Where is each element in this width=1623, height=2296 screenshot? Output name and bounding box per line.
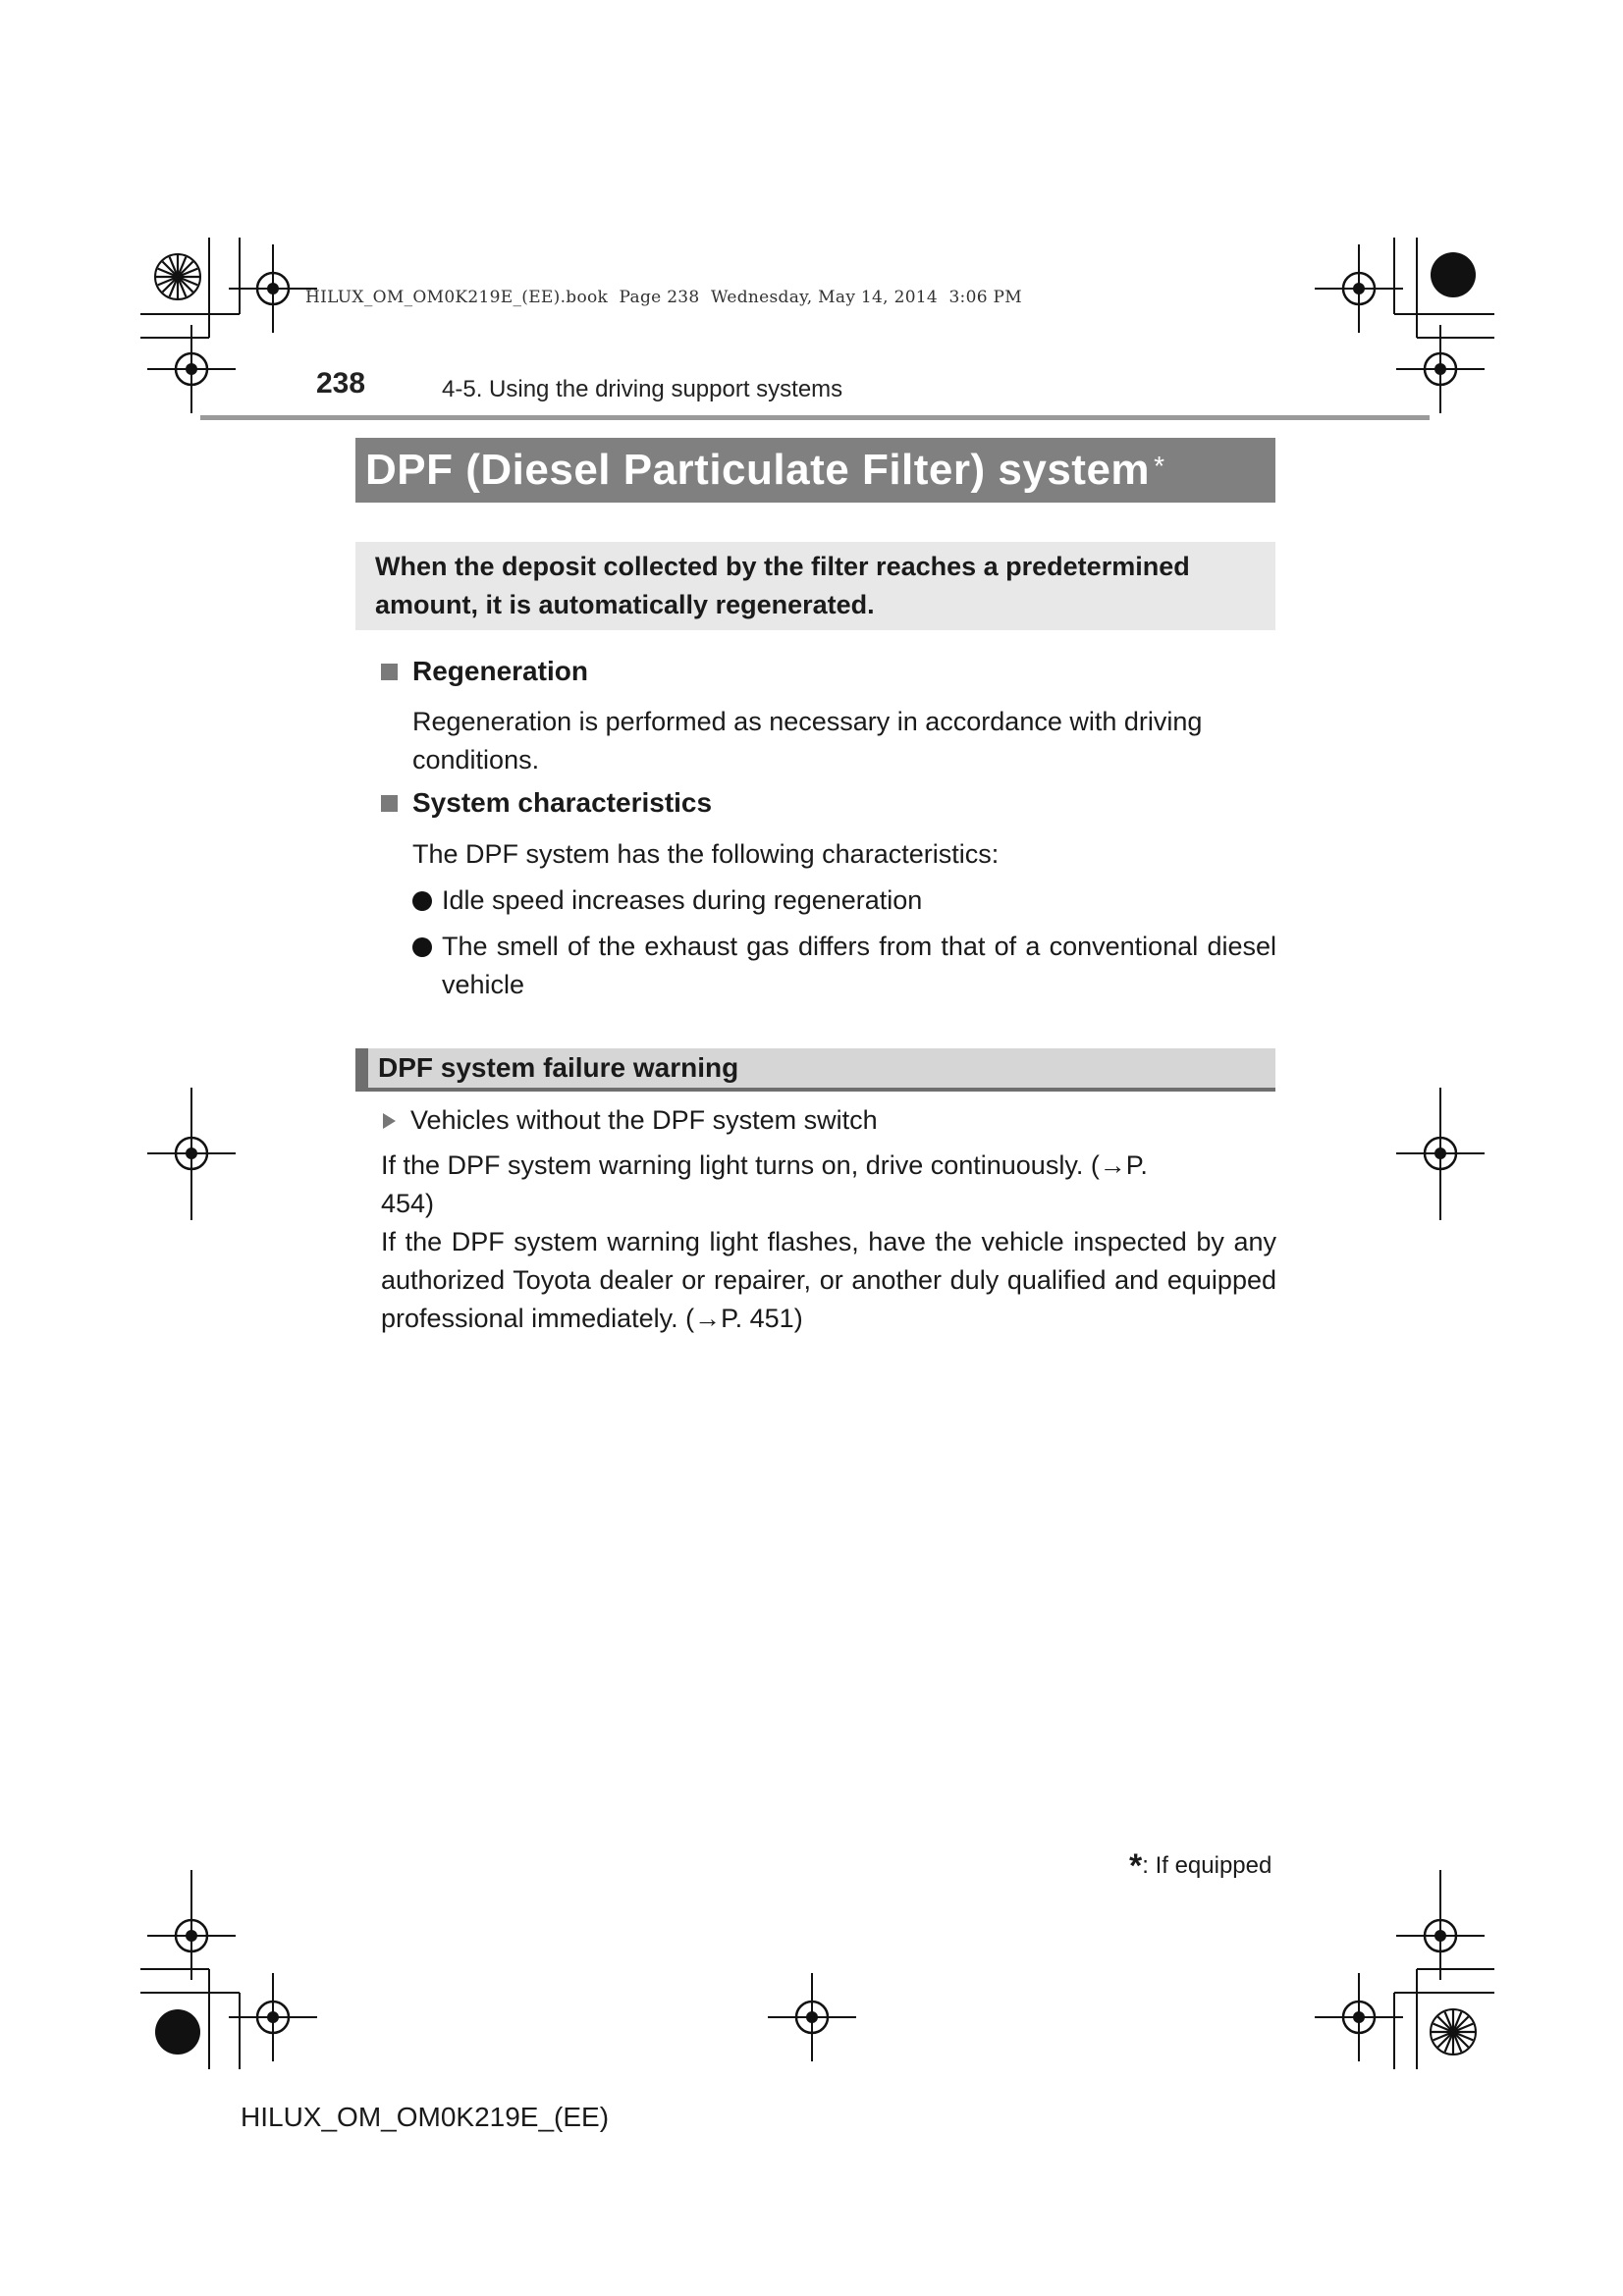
failure-warning-heading-label: DPF system failure warning [378,1052,739,1083]
list-item [412,928,1276,1004]
corner-mark-top-right [1315,238,1494,413]
failure-warning-heading [355,1048,1275,1092]
condition-row [383,1101,878,1140]
page-title-bar [355,438,1275,503]
list-item [412,881,1276,920]
footnote-text: : If equipped [1142,1852,1272,1879]
corner-mark-bottom-right [1315,1870,1494,2069]
list-item-text: The smell of the exhaust gas differs from that of a conventional diesel vehicle [442,932,1276,999]
characteristics-intro: The DPF system has the following characteristics: [412,839,1000,869]
intro-text: When the deposit collected by the filter reaches a predetermined amount, it is automatically regenerated. [375,552,1190,619]
condition-text: Vehicles without the DPF system switch [410,1105,878,1135]
corner-mark-bottom-left [140,1870,317,2069]
warning-paragraph-2: If the DPF system warning light flashes, have the vehicle inspected by any authorized Toyota dealer or repairer, or another duly qualified and equipped professional immediately. (→P. 451) [381,1227,1276,1333]
print-info-line: HILUX_OM_OM0K219E_(EE).book Page 238 Wednesday, May 14, 2014 3:06 PM [305,288,1022,307]
header-rule [200,415,1430,420]
list-item-text: Idle speed increases during regeneration [442,885,923,915]
center-mark-bottom [768,1973,856,2061]
page-title: DPF (Diesel Particulate Filter) system [365,446,1151,494]
footer-doc-id: HILUX_OM_OM0K219E_(EE) [241,2102,610,2132]
regeneration-body: Regeneration is performed as necessary in accordance with driving conditions. [412,707,1203,774]
square-bullet-icon [381,664,398,680]
corner-mark-top-left [140,238,317,413]
square-bullet-icon [381,795,398,812]
page-number: 238 [316,367,366,400]
regeneration-heading [381,656,588,687]
section-breadcrumb: 4-5. Using the driving support systems [442,376,843,402]
bullet-dot-icon [412,937,432,957]
triangle-right-icon [383,1113,396,1129]
regeneration-heading-label: Regeneration [412,656,588,686]
footnote-star: * [1129,1847,1143,1885]
characteristics-heading-label: System characteristics [412,787,713,818]
warning-paragraph-1: If the DPF system warning light turns on, drive continuously. (→P. 454) [381,1150,1148,1218]
intro-box [355,542,1275,630]
title-footnote-star: * [1154,451,1164,481]
bullet-dot-icon [412,891,432,911]
footnote [1129,1843,1272,1885]
characteristics-heading [381,787,712,819]
